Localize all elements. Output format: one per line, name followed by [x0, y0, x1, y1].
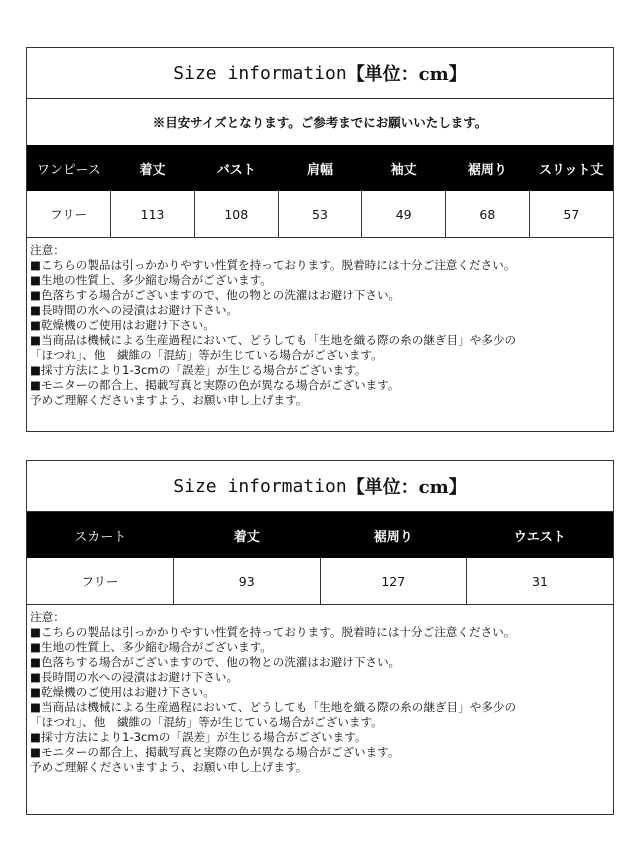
note-line: ■乾燥機のご使用はお避け下さい。: [30, 318, 215, 332]
header-cell: 裾周り: [320, 512, 467, 558]
title-text: Size information: [173, 475, 347, 497]
table-cell: 127: [320, 558, 467, 605]
note-line: ■こちらの製品は引っかかりやすい性質を持っております。脱着時には十分ご注意ください。: [30, 625, 516, 639]
size-table-dress: [27, 145, 613, 238]
note-line: ■色落ちする場合がございますので、他の物との洗濯はお避け下さい。: [30, 655, 401, 669]
table-cell: 68: [446, 191, 530, 238]
note-line: 注意：: [30, 243, 65, 257]
note-line: 「ほつれ」、他 繊維の「混紡」等が生じている場合がございます。: [30, 715, 383, 729]
table-cell: 113: [111, 191, 195, 238]
note-line: ■モニターの都合上、掲載写真と実際の色が異なる場合がございます。: [30, 745, 400, 759]
header-cell: ウエスト: [467, 512, 614, 558]
size-info-title: [27, 461, 613, 512]
table-header-row: [27, 512, 613, 558]
note-line: ■モニターの都合上、掲載写真と実際の色が異なる場合がございます。: [30, 378, 400, 392]
note-line: ■こちらの製品は引っかかりやすい性質を持っております。脱着時には十分ご注意ください。: [30, 258, 516, 272]
header-cell: 袖丈: [362, 145, 446, 191]
size-info-dress: [26, 47, 614, 432]
table-cell: 31: [467, 558, 614, 605]
title-unit: 【単位：cm】: [346, 477, 467, 498]
note-line: ■生地の性質上、多少縮む場合がございます。: [30, 640, 272, 654]
table-cell: 57: [529, 191, 613, 238]
size-info-skirt: [26, 460, 614, 815]
header-cell: バスト: [194, 145, 278, 191]
note-line: ■当商品は機械による生産過程において、どうしても「生地を織る際の糸の継ぎ目」や多少の: [30, 333, 517, 347]
header-cell: ワンピース: [27, 145, 111, 191]
title-unit: 【単位：cm】: [346, 64, 467, 85]
note-line: ■色落ちする場合がございますので、他の物との洗濯はお避け下さい。: [30, 288, 401, 302]
note-line: ■採寸方法により1-3cmの「誤差」が生じる場合がございます。: [30, 730, 367, 744]
care-notes: [27, 605, 613, 781]
size-table-skirt: [27, 512, 613, 605]
header-cell: 肩幅: [278, 145, 362, 191]
note-line: ■長時間の水への浸漬はお避け下さい。: [30, 670, 239, 684]
note-line: ■当商品は機械による生産過程において、どうしても「生地を織る際の糸の継ぎ目」や多少の: [30, 700, 517, 714]
size-info-title: [27, 48, 613, 99]
note-line: ■乾燥機のご使用はお避け下さい。: [30, 685, 215, 699]
note-line: 注意：: [30, 610, 65, 624]
size-note-subtitle: ※目安サイズとなります。ご参考までにお願いいたします。: [152, 115, 488, 130]
table-cell: 53: [278, 191, 362, 238]
header-cell: 着丈: [111, 145, 195, 191]
note-line: ■採寸方法により1-3cmの「誤差」が生じる場合がございます。: [30, 363, 367, 377]
note-line: ■生地の性質上、多少縮む場合がございます。: [30, 273, 272, 287]
table-cell: フリー: [27, 191, 111, 238]
header-cell: 着丈: [174, 512, 321, 558]
header-cell: スリット丈: [529, 145, 613, 191]
note-line: 予めご理解くださいますよう、お願い申し上げます。: [30, 760, 308, 774]
table-header-row: [27, 145, 613, 191]
table-cell: フリー: [27, 558, 174, 605]
care-notes: [27, 238, 613, 414]
note-line: 予めご理解くださいますよう、お願い申し上げます。: [30, 393, 308, 407]
note-line: ■長時間の水への浸漬はお避け下さい。: [30, 303, 239, 317]
table-row: [27, 191, 613, 238]
table-cell: 49: [362, 191, 446, 238]
header-cell: スカート: [27, 512, 174, 558]
header-cell: 裾周り: [446, 145, 530, 191]
title-text: Size information: [173, 62, 347, 84]
table-row: [27, 558, 613, 605]
table-cell: 93: [174, 558, 321, 605]
note-line: 「ほつれ」、他 繊維の「混紡」等が生じている場合がございます。: [30, 348, 383, 362]
table-cell: 108: [194, 191, 278, 238]
